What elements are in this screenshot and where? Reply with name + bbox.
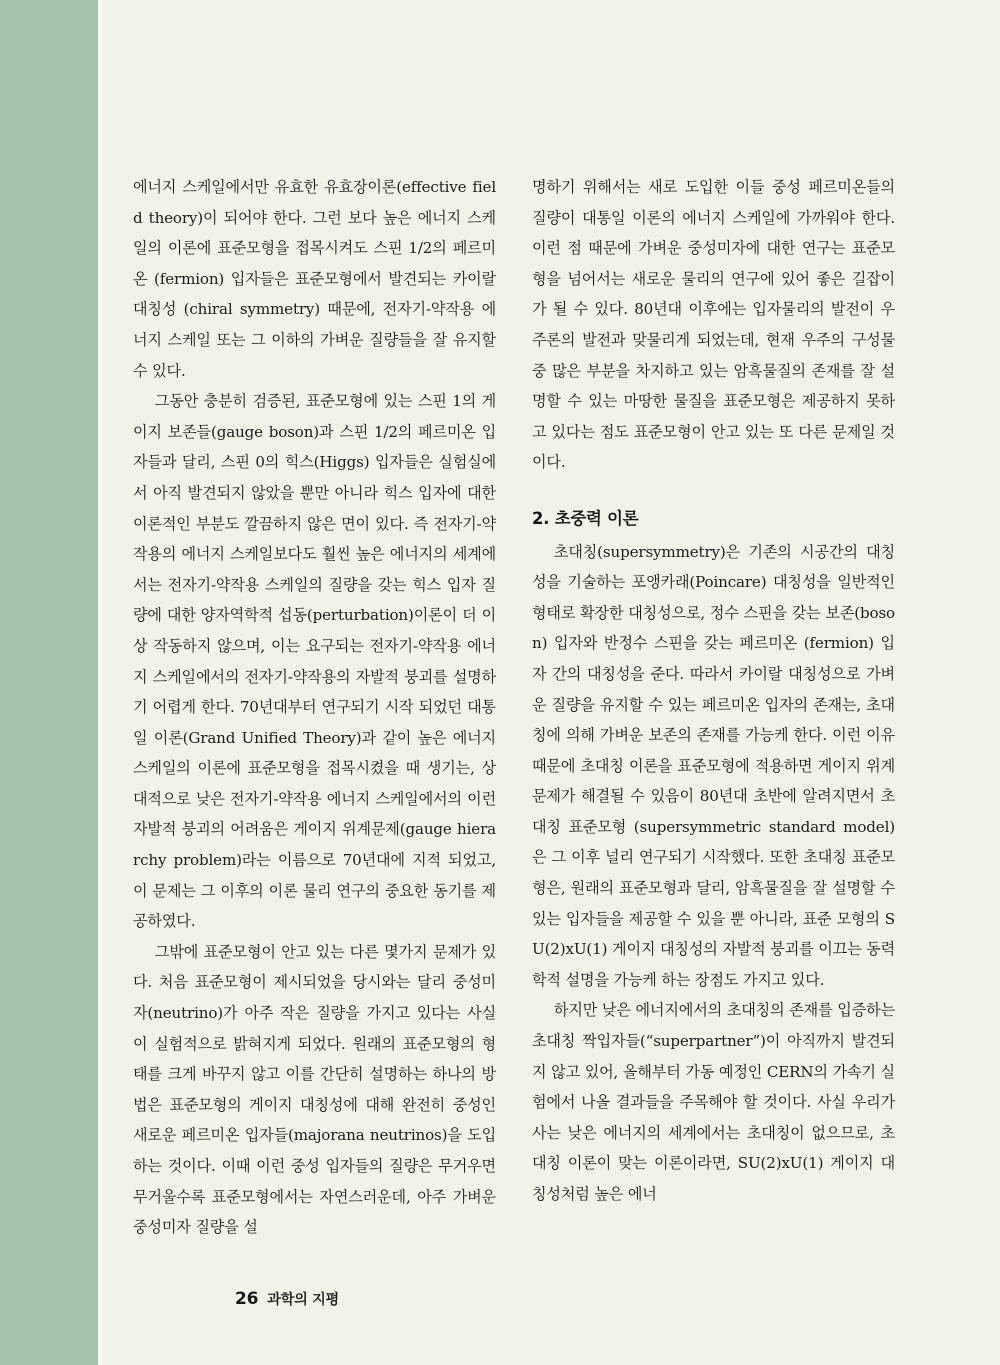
- left-text-column: [133, 172, 496, 1243]
- paragraph: 그밖에 표준모형이 안고 있는 다른 몇가지 문제가 있다. 처음 표준모형이 제시되었을 당시와는 달리 중성미자(neutrino)가 아주 작은 질량을 가지고 있다는 사실이 실험적으로 밝혀지게 되었다. 원래의 표준모형의 형태를 크게 바꾸지 않고 이를 간단히 설명하는 하나의 방법은 표준모형의 게이지 대칭성에 대해 완전히 중성인 새로운 페르미온 입자들(majorana neutrinos)을 도입하는 것이다. 이때 이런 중성 입자들의 질량은 무거우면 무거울수록 표준모형에서는 자연스러운데, 아주 가벼운 중성미자 질량을 설: [133, 942, 496, 1237]
- paragraph: 명하기 위해서는 새로 도입한 이들 중성 페르미온들의 질량이 대통일 이론의 에너지 스케일에 가까워야 한다. 이런 점 때문에 가벼운 중성미자에 대한 연구는 표준모형을 넘어서는 새로운 물리의 연구에 있어 좋은 길잡이가 될 수 있다. 80년대 이후에는 입자물리의 발전이 우주론의 발전과 맞물리게 되었는데, 현재 우주의 구성물 중 많은 부분을 차지하고 있는 암흑물질의 존재를 잘 설명할 수 있는 마땅한 물질을 표준모형은 제공하지 못하고 있다는 점도 표준모형이 안고 있는 또 다른 문제일 것이다.: [532, 178, 895, 472]
- right-text-column: [532, 172, 895, 1243]
- left-edge-green-band: [0, 0, 98, 1365]
- page-number: 26: [235, 1289, 259, 1309]
- page-footer: [235, 1289, 339, 1309]
- two-column-text-body: [133, 172, 895, 1243]
- paragraph: 초대칭(supersymmetry)은 기존의 시공간의 대칭성을 기술하는 포앵카래(Poincare) 대칭성을 일반적인 형태로 확장한 대칭성으로, 정수 스핀을 갖는 보존(boson) 입자와 반정수 스핀을 갖는 페르미온 (fermion) 입자 간의 대칭성을 준다. 따라서 카이랄 대칭성으로 가벼운 질량을 유지할 수 있는 페르미온 입자의 존재는, 초대칭에 의해 가벼운 보존의 존재를 가능케 한다. 이런 이유 때문에 초대칭 이론을 표준모형에 적용하면 게이지 위계문제가 해결될 수 있음이 80년대 초반에 알려지면서 초대칭 표준모형 (supersymmetric standard model)은 그 이후 널리 연구되기 시작했다. 또한 초대칭 표준모형은, 원래의 표준모형과 달리, 암흑물질을 잘 설명할 수 있는 입자들을 제공할 수 있을 뿐 아니라, 표준 모형의 SU(2)xU(1) 게이지 대칭성의 자발적 붕괴를 이끄는 동력학적 설명을 가능케 하는 장점도 가지고 있다.: [532, 542, 896, 989]
- paragraph: 하지만 낮은 에너지에서의 초대칭의 존재를 입증하는 초대칭 짝입자들(“superpartner”)이 아직까지 발견되지 않고 있어, 올해부터 가동 예정인 CERN의 가속기 실험에서 나올 결과들을 주목해야 할 것이다. 사실 우리가 사는 낮은 에너지의 세계에서는 초대칭이 없으므로, 초대칭 이론이 맞는 이론이라면, SU(2)xU(1) 게이지 대칭성처럼 높은 에너: [532, 1001, 895, 1203]
- paragraph: 그동안 충분히 검증된, 표준모형에 있는 스핀 1의 게이지 보존들(gauge boson)과 스핀 1/2의 페르미온 입자들과 달리, 스핀 0의 힉스(Higgs) 입자들은 실험실에서 아직 발견되지 않았을 뿐만 아니라 힉스 입자에 대한 이론적인 부분도 깔끔하지 않은 면이 있다. 즉 전자기-약작용의 에너지 스케일보다도 훨씬 높은 에너지의 세계에서는 전자기-약작용 스케일의 질량을 갖는 힉스 입자 질량에 대한 양자역학적 섭동(perturbation)이론이 더 이상 작동하지 않으며, 이는 요구되는 전자기-약작용 에너지 스케일에서의 전자기-약작용의 자발적 붕괴를 설명하기 어렵게 한다. 70년대부터 연구되기 시작 되었던 대통일 이론(Grand Unified Theory)과 같이 높은 에너지 스케일의 이론에 표준모형을 접목시켰을 때 생기는, 상대적으로 낮은 전자기-약작용 에너지 스케일에서의 이런 자발적 붕괴의 어려움은 게이지 위계문제(gauge hierarchy problem)라는 이름으로 70년대에 지적 되었고, 이 문제는 그 이후의 이론 물리 연구의 중요한 동기를 제공하였다.: [133, 392, 496, 931]
- section-heading: 2. 초중력 이론: [532, 508, 639, 528]
- magazine-title: 과학의 지평: [267, 1292, 339, 1308]
- page-sheet: [102, 0, 1000, 1365]
- paragraph: 에너지 스케일에서만 유효한 유효장이론(effective field theory)이 되어야 한다. 그런 보다 높은 에너지 스케일의 이론에 표준모형을 접목시켜도 스핀 1/2의 페르미온 (fermion) 입자들은 표준모형에서 발견되는 카이랄 대칭성 (chiral symmetry) 때문에, 전자기-약작용 에너지 스케일 또는 그 이하의 가벼운 질량들을 잘 유지할 수 있다.: [133, 178, 496, 380]
